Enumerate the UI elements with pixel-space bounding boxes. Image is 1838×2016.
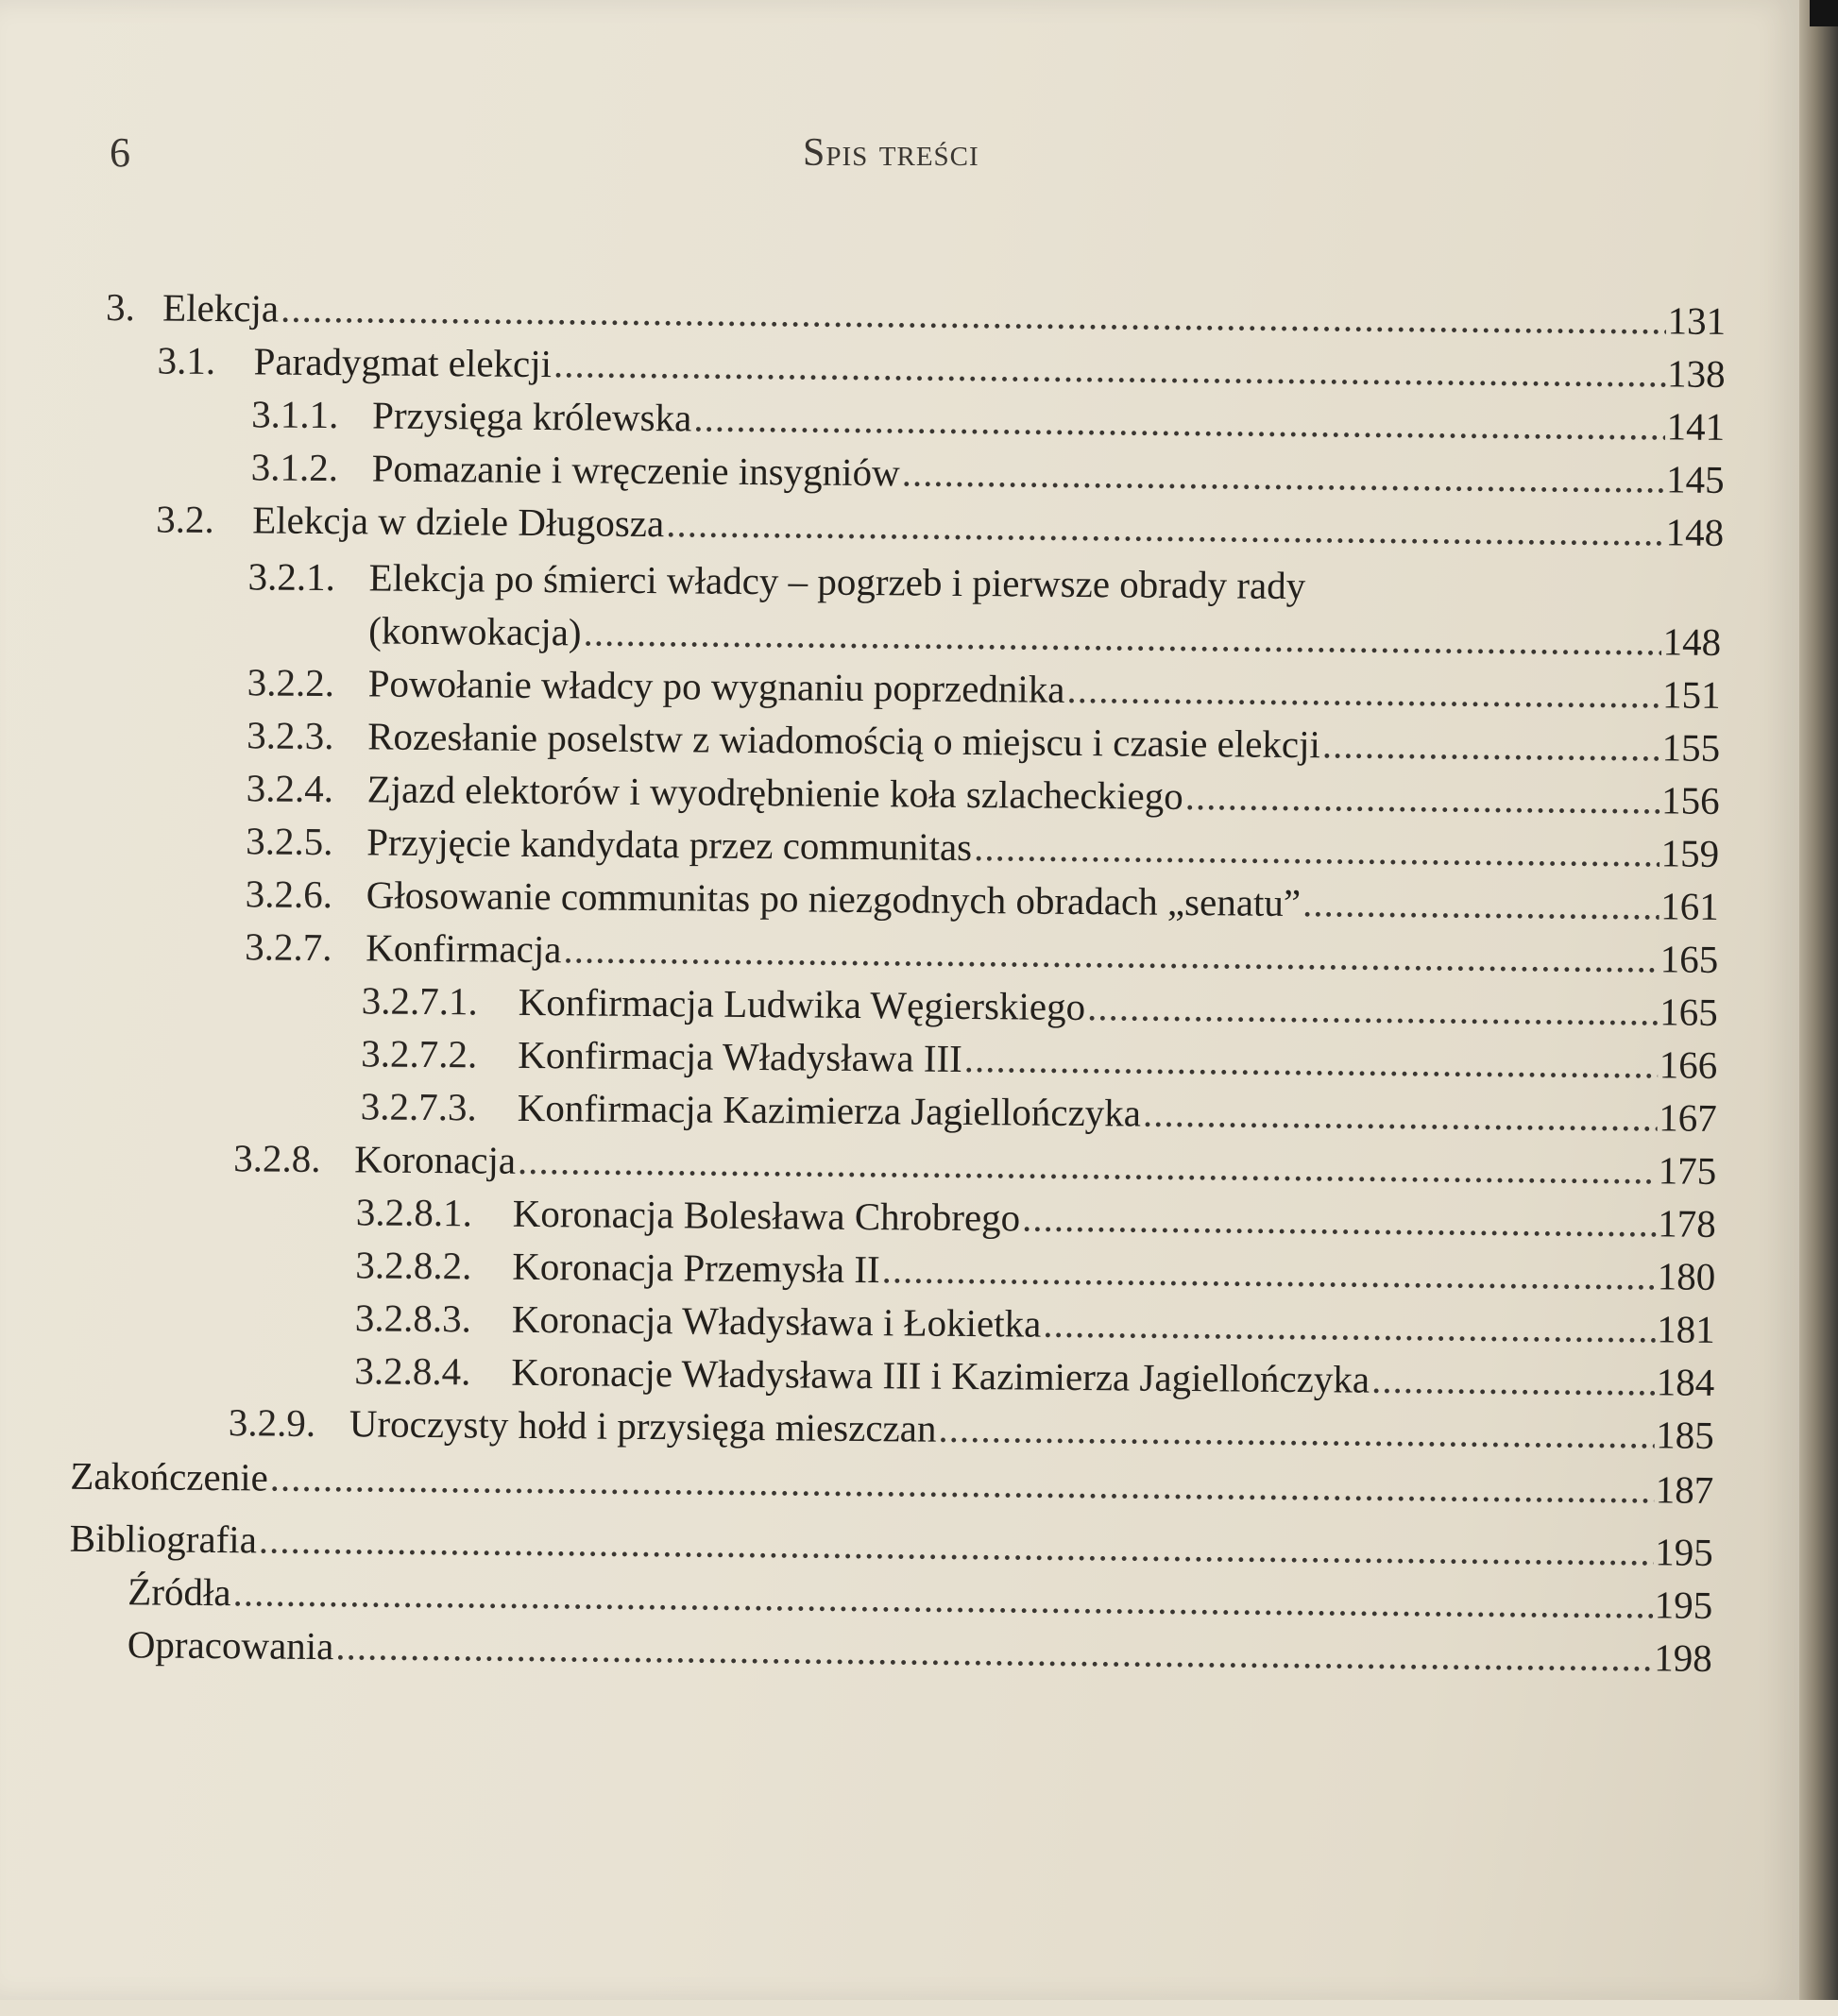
toc-entry-page: 159 [1660,831,1720,875]
leader-dots [1185,773,1660,822]
leader-dots [232,1569,1653,1627]
toc-entry-title: Zjazd elektorów i wyodrębnienie koła szlacheckiego [366,767,1183,818]
toc-entry-3-2-1 [368,607,1721,664]
toc-entry-title: Pomazanie i wręczenie insygniów [371,446,900,495]
toc-entry-page: 167 [1659,1095,1717,1140]
toc-entry-title: Rozesłanie poselstw z wiadomością o miejscu i czasie elekcji [367,714,1321,767]
toc-entry-title: Źródła [128,1569,231,1615]
leader-dots [335,1623,1652,1680]
toc-entry-title: Bibliografia [69,1516,258,1562]
toc-entry-number: 3.2.8.3. [354,1296,472,1341]
toc-entry-page: 187 [1655,1467,1714,1512]
toc-entry-3-2-5 [246,818,1719,876]
toc-entry-title: Konfirmacja Ludwika Węgierskiego [518,979,1086,1029]
toc-entry-number: 3.2.8.4. [354,1348,471,1394]
toc-entry-page: 195 [1655,1530,1713,1574]
toc-entry-number: 3.2. [156,497,214,541]
toc-entry-page: 161 [1659,884,1719,928]
toc-entry-number: 3.2.1. [247,554,336,600]
page-corner [1810,0,1838,26]
toc-entry-title: Elekcja po śmierci władcy – pogrzeb i pierwsze obrady rady [368,555,1306,608]
leader-dots [583,609,1660,664]
toc-entry-title: Konfirmacja Kazimierza Jagiellończyka [517,1085,1142,1135]
leader-dots [518,1138,1657,1194]
toc-entry-page: 181 [1657,1307,1715,1351]
leader-dots [1022,1194,1657,1245]
leader-dots [974,824,1659,875]
page-edge [1799,0,1838,2000]
toc-entry-title: Przysięga królewska [371,393,692,440]
toc-entry-page: 166 [1659,1042,1718,1087]
toc-entry-3-2-3 [247,712,1720,771]
page-number: 6 [110,129,130,176]
toc-entry-number: 3.2.6. [245,872,333,917]
toc-entry-number: 3.2.7.2. [361,1031,478,1076]
toc-entry-page: 138 [1666,351,1726,396]
toc-entry-title: Paradygmat elekcji [253,339,553,386]
toc-entry-3-1-1 [251,391,1725,449]
toc-entry-3-2-8-1 [356,1189,1716,1246]
toc-entry-3-2-8-2 [355,1242,1715,1299]
toc-entry-3-2-2 [247,659,1720,718]
toc-entry-3-2-1-first-line [247,553,1305,608]
leader-dots [270,1455,1654,1513]
toc-entry-number: 3.1.1. [250,392,339,437]
toc-entry-3-2-6 [246,871,1719,929]
toc-entry-title: Elekcja [162,285,280,330]
toc-entry-title: Uroczysty hołd i przysięga mieszczan [349,1401,937,1450]
leader-dots [1066,667,1660,717]
toc-entry-3-2-9 [229,1399,1714,1458]
toc-entry-opracowania [128,1621,1712,1681]
toc-entry-page: 151 [1661,672,1721,717]
toc-entry-page: 175 [1658,1148,1717,1193]
toc-entry-3-2-4 [247,765,1720,823]
leader-dots [938,1406,1654,1458]
toc-entry-3-2-7 [245,923,1718,982]
leader-dots [964,1036,1658,1087]
toc-entry-page: 178 [1658,1201,1716,1245]
leader-dots [563,926,1659,981]
leader-dots [1143,1091,1658,1141]
leader-dots [1371,1357,1655,1405]
toc-entry-title: Elekcja w dziele Długosza [252,498,665,546]
leader-dots [1043,1301,1655,1352]
toc-entry-bibliografia [70,1516,1713,1575]
toc-entry-page: 185 [1656,1413,1715,1457]
toc-entry-title: Opracowania [127,1622,334,1669]
toc-entry-3-2-7-1 [362,977,1718,1035]
toc-entry-title: Koronacja Władysława i Łokietka [511,1296,1042,1346]
toc-entry-number: 3.2.7.1. [361,978,478,1024]
toc-entry-title: Zakończenie [70,1453,268,1499]
toc-entry-page: 184 [1656,1360,1715,1404]
toc-entry-title: Głosowanie communitas po niezgodnych obradach „senatu” [366,872,1302,925]
leader-dots [901,449,1664,501]
page-header-title: Spis treści [803,131,979,175]
leader-dots [553,341,1666,396]
toc-entry-title-continued: (konwokacja) [367,608,582,654]
toc-entry-number: 3.2.8.2. [355,1243,472,1288]
toc-entry-3-2-8-4 [354,1347,1714,1405]
toc-entry-3-2-8 [233,1135,1716,1194]
toc-entry-page: 148 [1665,510,1725,554]
toc-entry-number: 3.2.5. [246,819,333,864]
toc-entry-title: Koronacja Przemysła II [512,1244,880,1292]
toc-entry-3-2-7-2 [361,1030,1717,1088]
toc-entry-number: 3.2.7. [245,924,332,970]
toc-entry-page: 165 [1659,990,1718,1034]
leader-dots [1087,984,1659,1034]
toc-entry-3-2 [156,496,1724,554]
leader-dots [1322,721,1660,770]
toc-entry-number: 3.2.3. [247,713,334,758]
toc-entry-3-1 [157,337,1725,396]
toc-entry-title: Koronacja Bolesława Chrobrego [512,1191,1021,1240]
toc-entry-page: 180 [1657,1254,1716,1298]
toc-entry-number: 3.2.9. [228,1400,316,1445]
leader-dots [1302,880,1659,928]
toc-entry-number: 3.2.4. [246,766,334,811]
toc-entry-number: 3. [105,284,136,330]
toc-entry-number: 3.1.2. [250,445,339,490]
toc-entry-page: 195 [1654,1583,1713,1627]
leader-dots [281,286,1666,344]
toc-entry-title: Konfirmacja [366,925,562,972]
toc-entry-3-2-8-3 [355,1295,1715,1352]
toc-entry-number: 3.2.2. [247,660,335,705]
leader-dots [666,500,1664,554]
toc-entry-number: 3.1. [157,338,216,383]
toc-entry-page: 145 [1665,457,1725,501]
toc-entry-page: 156 [1660,778,1720,822]
toc-entry-3-1-2 [250,444,1724,502]
toc-entry-title: Powołanie władcy po wygnaniu poprzednika [367,661,1065,711]
toc-entry-page: 165 [1659,937,1719,981]
toc-entry-page: 141 [1666,404,1726,449]
toc-entry-number: 3.2.8. [233,1136,321,1181]
toc-entry-zrodla [128,1568,1712,1628]
leader-dots [881,1246,1656,1298]
toc-entry-page: 148 [1662,619,1722,664]
leader-dots [693,395,1665,449]
toc-entry-title: Konfirmacja Władysława III [518,1032,963,1080]
toc-entry-number: 3.2.8.1. [355,1190,473,1235]
toc-entry-title: Koronacja [354,1137,517,1182]
leader-dots [259,1516,1654,1574]
toc-entry-page: 155 [1661,725,1721,770]
toc-entry-number: 3.2.7.3. [360,1084,477,1129]
toc-entry-page: 131 [1667,298,1727,343]
toc-entry-3 [106,284,1726,344]
toc-entry-page: 198 [1654,1635,1712,1680]
toc-entry-zakonczenie [70,1453,1713,1513]
toc-entry-3-2-7-3 [361,1083,1717,1141]
toc-entry-title: Koronacje Władysława III i Kazimierza Jagiellończyka [511,1349,1370,1401]
toc-entry-title: Przyjęcie kandydata przez communitas [366,820,973,870]
